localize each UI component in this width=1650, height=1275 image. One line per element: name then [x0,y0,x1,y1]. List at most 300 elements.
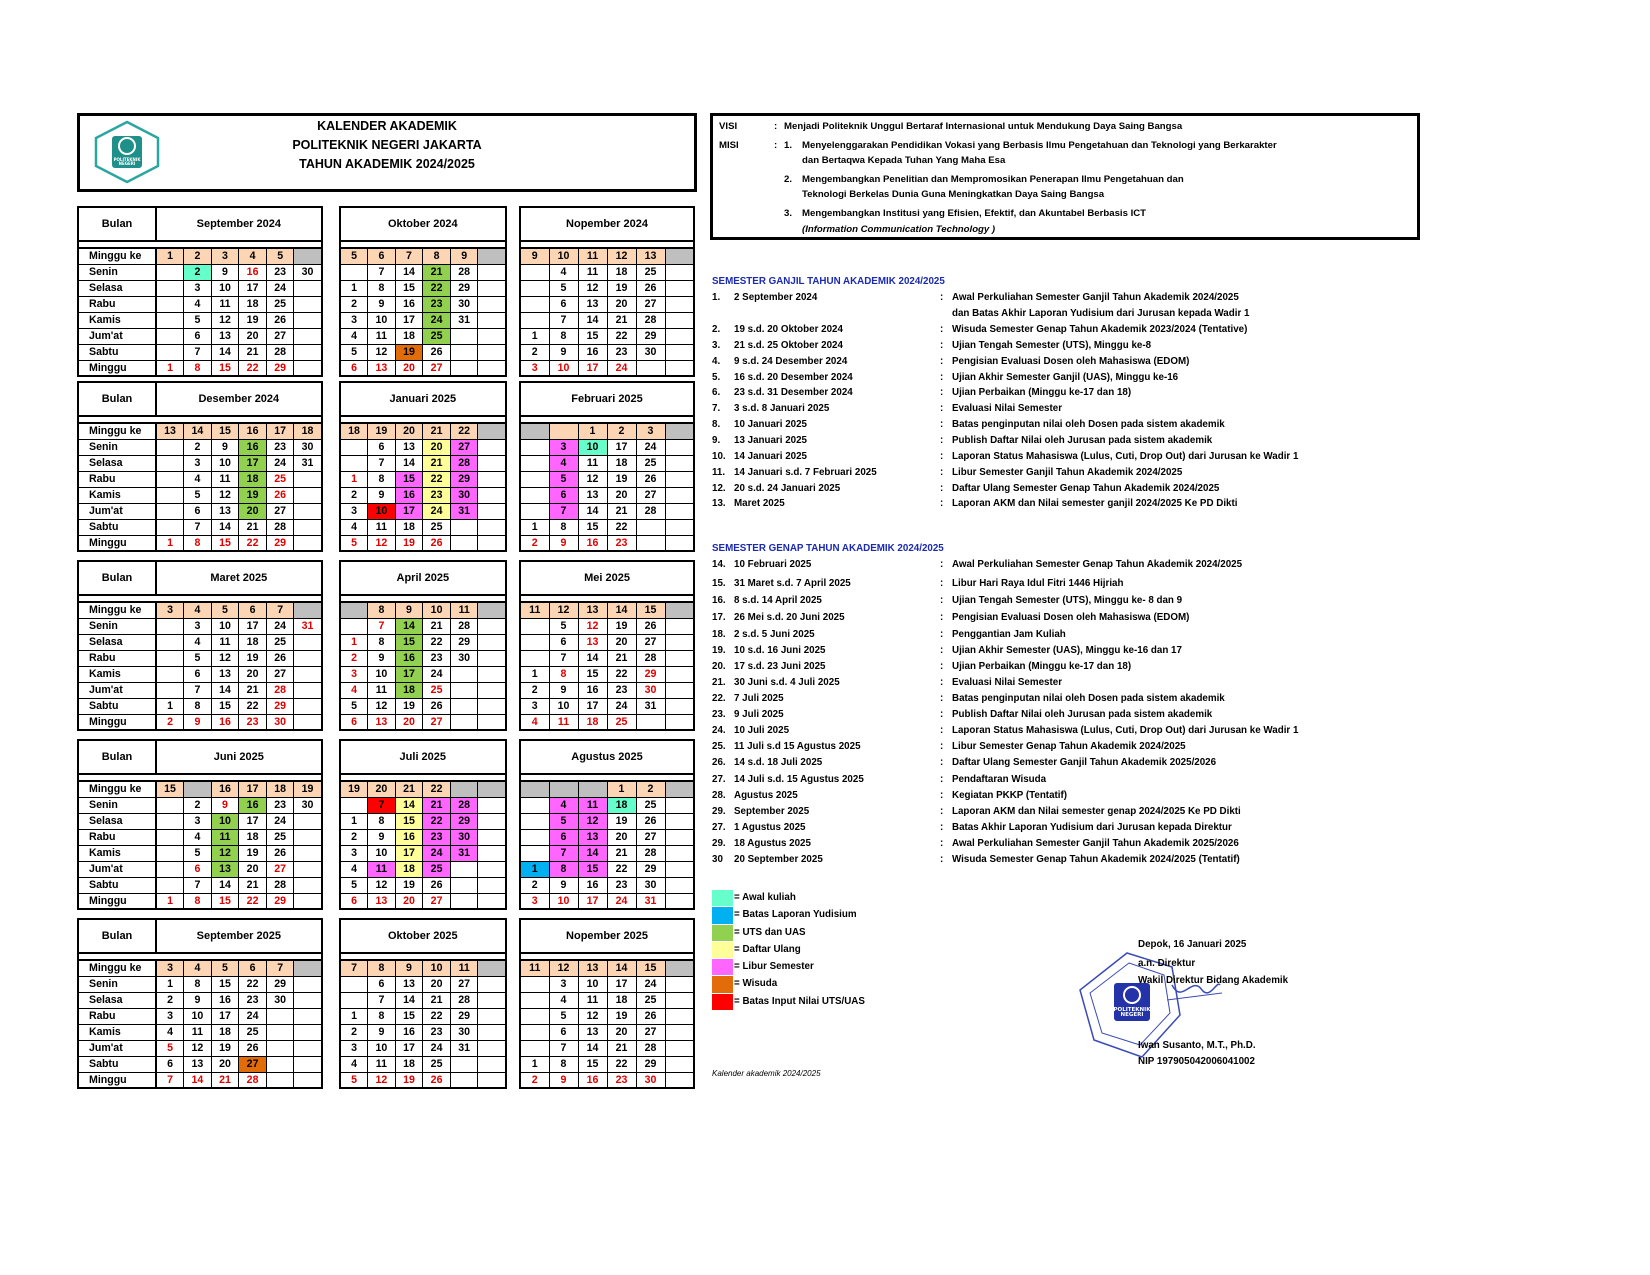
day-label: Rabu [78,296,156,312]
event-date: 14 s.d. 18 Juli 2025 [734,757,823,768]
date-cell: 13 [211,666,239,682]
legend-swatch [712,942,733,959]
date-cell: 3 [184,813,212,829]
event-date: 26 Mei s.d. 20 Juni 2025 [734,612,845,623]
date-cell: 26 [636,280,665,296]
event-text: Wisuda Semester Genap Tahun Akademik 2024/2025 (Tentatif) [952,854,1240,865]
date-cell [340,618,368,634]
month-name: Juli 2025 [340,740,506,774]
month-name: Nopember 2024 [520,207,694,241]
date-cell: 20 [395,893,423,909]
bulan-label: Bulan [78,919,156,953]
week-number: 13 [578,602,607,618]
date-cell: 26 [423,698,451,714]
date-cell [478,344,506,360]
legend-label: = Wisuda [734,978,778,990]
date-cell: 13 [368,360,396,376]
date-cell: 15 [395,1008,423,1024]
date-cell: 13 [578,829,607,845]
event-number: 12. [712,483,726,494]
month-table [519,206,695,377]
date-cell: 10 [368,666,396,682]
date-cell: 3 [520,360,549,376]
date-cell: 30 [450,296,478,312]
date-cell: 10 [211,455,239,471]
date-cell: 24 [607,893,636,909]
date-cell: 27 [450,976,478,992]
date-cell: 2 [520,535,549,551]
date-cell: 5 [184,487,212,503]
event-number: 18. [712,629,726,640]
date-cell [450,877,478,893]
date-cell: 1 [340,634,368,650]
date-cell [478,698,506,714]
date-cell [156,797,184,813]
date-cell [294,845,322,861]
date-cell [478,312,506,328]
date-cell [156,519,184,535]
date-cell: 31 [450,312,478,328]
event-number: 23. [712,709,726,720]
event-colon: : [940,292,944,303]
date-cell [478,1024,506,1040]
date-cell [478,1008,506,1024]
date-cell [478,535,506,551]
event-number: 3. [712,340,721,351]
date-cell: 11 [211,296,239,312]
date-cell [478,976,506,992]
date-cell: 10 [578,439,607,455]
date-cell: 29 [450,813,478,829]
week-number: 11 [450,602,478,618]
date-cell: 25 [423,682,451,698]
date-cell: 4 [340,682,368,698]
date-cell: 27 [423,714,451,730]
date-cell: 8 [184,698,212,714]
date-cell: 28 [636,650,665,666]
legend-label: = Awal kuliah [734,892,796,903]
date-cell [665,714,694,730]
event-colon: : [940,741,944,752]
date-cell: 13 [395,976,423,992]
misi-label: MISI [719,139,739,151]
date-cell: 19 [395,535,423,551]
date-cell [665,845,694,861]
date-cell: 6 [368,439,396,455]
date-cell: 4 [184,471,212,487]
date-cell [294,312,322,328]
date-cell: 29 [450,1008,478,1024]
event-colon: : [940,340,944,351]
date-cell: 26 [266,487,294,503]
date-cell: 8 [368,813,396,829]
date-cell: 7 [549,503,578,519]
date-cell: 11 [211,634,239,650]
legend-label: = UTS dan UAS [734,926,806,938]
date-cell: 10 [368,312,396,328]
date-cell: 20 [239,666,267,682]
date-cell: 29 [266,535,294,551]
event-text: Laporan Status Mahasiswa (Lulus, Cuti, Drop Out) dari Jurusan ke Wadir 1 [952,451,1299,462]
date-cell [665,296,694,312]
date-cell: 11 [368,1056,396,1072]
day-label: Sabtu [78,519,156,535]
date-cell: 10 [549,360,578,376]
date-cell: 30 [636,877,665,893]
date-cell: 14 [578,503,607,519]
date-cell [294,328,322,344]
date-cell: 8 [549,666,578,682]
date-cell: 23 [266,439,294,455]
month-name: September 2025 [156,919,322,953]
month-table [77,206,323,377]
date-cell: 8 [549,328,578,344]
date-cell: 5 [549,618,578,634]
date-cell: 4 [549,264,578,280]
date-cell: 19 [239,650,267,666]
date-cell [294,861,322,877]
date-cell: 23 [423,829,451,845]
date-cell: 20 [395,360,423,376]
week-number: 14 [184,423,212,439]
date-cell [294,1008,322,1024]
date-cell [156,328,184,344]
date-cell: 18 [395,861,423,877]
date-cell: 17 [578,698,607,714]
date-cell: 19 [395,877,423,893]
date-cell: 31 [294,618,322,634]
date-cell: 29 [266,360,294,376]
legend-swatch [712,994,733,1011]
date-cell: 12 [368,535,396,551]
date-cell [665,877,694,893]
date-cell: 8 [184,976,212,992]
week-number-empty [665,960,694,976]
sign-an: a.n. Direktur [1138,958,1196,969]
date-cell: 22 [239,698,267,714]
date-cell [665,666,694,682]
date-cell: 7 [368,797,396,813]
day-label: Kamis [78,845,156,861]
minggu-ke-label: Minggu ke [78,960,156,976]
date-cell: 11 [368,328,396,344]
date-cell [294,296,322,312]
date-cell: 22 [423,634,451,650]
date-cell: 23 [266,797,294,813]
date-cell: 5 [549,471,578,487]
week-number: 13 [578,960,607,976]
date-cell: 22 [607,328,636,344]
week-number: 11 [578,248,607,264]
event-date: 9 s.d. 24 Desember 2024 [734,356,848,367]
date-cell: 26 [423,344,451,360]
legend-swatch [712,925,733,942]
date-cell [294,503,322,519]
date-cell: 10 [549,698,578,714]
date-cell: 21 [607,1040,636,1056]
event-date: 20 s.d. 24 Januari 2025 [734,483,841,494]
date-cell: 9 [549,344,578,360]
legend-label: = Daftar Ulang [734,943,801,955]
date-cell: 26 [423,1072,451,1088]
misi-2-b: Teknologi Berkelas Dunia Guna Meningkatkan Daya Saing Bangsa [802,189,1105,201]
date-cell: 16 [239,797,267,813]
event-colon: : [940,419,944,430]
date-cell [478,360,506,376]
date-cell: 25 [266,829,294,845]
date-cell: 10 [578,976,607,992]
date-cell: 3 [549,976,578,992]
week-number: 3 [211,248,239,264]
date-cell: 7 [184,877,212,893]
date-cell: 8 [184,893,212,909]
day-label: Rabu [78,650,156,666]
date-cell: 15 [211,535,239,551]
week-number: 17 [266,423,294,439]
week-number: 6 [239,602,267,618]
date-cell: 1 [340,280,368,296]
date-cell: 6 [549,296,578,312]
date-cell: 2 [184,264,212,280]
date-cell: 15 [578,1056,607,1072]
date-cell: 6 [184,666,212,682]
logo-text-1: POLITEKNIK [113,157,141,162]
event-number: 1. [712,292,721,303]
week-number-empty [478,781,506,797]
date-cell: 16 [395,296,423,312]
event-colon: : [940,774,944,785]
date-cell [665,328,694,344]
date-cell: 19 [607,280,636,296]
date-cell: 3 [340,845,368,861]
legend-label: = Libur Semester [734,961,814,973]
day-label: Selasa [78,455,156,471]
date-cell: 12 [211,312,239,328]
week-number-empty [665,423,694,439]
date-cell: 6 [184,328,212,344]
event-number: 2. [712,324,721,335]
date-cell: 1 [156,976,184,992]
week-number: 9 [395,602,423,618]
date-cell [340,455,368,471]
date-cell: 19 [607,471,636,487]
day-label: Jum'at [78,861,156,877]
date-cell: 1 [340,1008,368,1024]
week-number: 11 [520,960,549,976]
week-number-empty [478,248,506,264]
date-cell: 30 [636,1072,665,1088]
date-cell: 5 [156,1040,184,1056]
month-table [77,381,323,552]
misi-3-num: 3. [784,207,793,219]
date-cell: 18 [578,714,607,730]
event-date: 9 Juli 2025 [734,709,784,720]
date-cell: 6 [340,360,368,376]
date-cell: 26 [266,650,294,666]
event-date: 3 s.d. 8 Januari 2025 [734,403,830,414]
date-cell: 31 [450,845,478,861]
date-cell: 2 [340,487,368,503]
date-cell: 14 [578,1040,607,1056]
date-cell [450,714,478,730]
week-number: 5 [266,248,294,264]
date-cell [665,634,694,650]
date-cell: 23 [607,1072,636,1088]
legend-swatch [712,890,733,907]
month-table [519,381,695,552]
day-label: Selasa [78,634,156,650]
date-cell [478,328,506,344]
date-cell: 10 [211,813,239,829]
date-cell [156,618,184,634]
week-number: 9 [395,960,423,976]
date-cell [294,714,322,730]
date-cell: 5 [340,698,368,714]
date-cell [450,360,478,376]
event-date: 10 Juli 2025 [734,725,790,736]
date-cell: 20 [423,976,451,992]
date-cell [478,845,506,861]
event-number: 20. [712,661,726,672]
date-cell: 11 [184,1024,212,1040]
event-number: 22. [712,693,726,704]
date-cell [156,487,184,503]
date-cell [478,471,506,487]
date-cell: 23 [607,682,636,698]
date-cell: 7 [549,312,578,328]
event-number: 15. [712,578,726,589]
date-cell: 5 [549,813,578,829]
title-line-3: TAHUN AKADEMIK 2024/2025 [299,157,475,171]
date-cell: 7 [549,845,578,861]
date-cell [450,666,478,682]
date-cell: 18 [239,829,267,845]
date-cell: 21 [239,877,267,893]
date-cell: 23 [423,296,451,312]
misi-2-a: Mengembangkan Penelitian dan Mempromosikan Penerapan Ilmu Pengetahuan dan [802,173,1184,185]
event-number: 11. [712,467,726,478]
misi-3-a: Mengembangkan Institusi yang Efisien, Efektif, dan Akuntabel Berbasis ICT [802,207,1147,219]
date-cell: 22 [239,360,267,376]
date-cell [340,976,368,992]
date-cell: 15 [578,861,607,877]
week-number: 19 [294,781,322,797]
date-cell: 2 [340,1024,368,1040]
date-cell: 15 [395,471,423,487]
date-cell: 4 [184,829,212,845]
date-cell: 4 [549,992,578,1008]
event-colon: : [940,559,944,570]
date-cell: 5 [340,344,368,360]
date-cell: 31 [636,698,665,714]
calendar-header [77,113,697,192]
week-number: 5 [211,960,239,976]
date-cell: 3 [520,893,549,909]
date-cell: 29 [636,666,665,682]
date-cell: 28 [450,618,478,634]
date-cell [294,829,322,845]
date-cell: 26 [636,813,665,829]
date-cell: 27 [636,296,665,312]
date-cell [665,344,694,360]
date-cell: 19 [607,618,636,634]
date-cell: 21 [607,312,636,328]
date-cell: 5 [340,1072,368,1088]
date-cell: 20 [607,829,636,845]
event-date: 2 s.d. 5 Juni 2025 [734,629,815,640]
title-line-1: KALENDER AKADEMIK [317,119,457,133]
date-cell: 9 [184,714,212,730]
date-cell: 27 [423,360,451,376]
day-label: Sabtu [78,344,156,360]
date-cell: 17 [239,455,267,471]
date-cell: 24 [636,439,665,455]
date-cell [520,992,549,1008]
date-cell [156,861,184,877]
date-cell: 18 [607,264,636,280]
date-cell: 15 [211,698,239,714]
day-label: Kamis [78,487,156,503]
event-date: 10 Februari 2025 [734,559,812,570]
date-cell: 25 [636,455,665,471]
date-cell [665,360,694,376]
event-number: 27. [712,774,726,785]
date-cell: 29 [636,1056,665,1072]
date-cell [665,650,694,666]
date-cell [520,1040,549,1056]
date-cell [665,455,694,471]
day-label: Sabtu [78,877,156,893]
date-cell: 28 [450,797,478,813]
date-cell [520,1008,549,1024]
date-cell: 1 [156,893,184,909]
date-cell [665,1008,694,1024]
date-cell: 7 [549,650,578,666]
date-cell [665,797,694,813]
date-cell: 8 [549,519,578,535]
date-cell: 15 [211,893,239,909]
date-cell: 6 [340,714,368,730]
week-number: 1 [578,423,607,439]
date-cell: 11 [368,519,396,535]
date-cell: 28 [266,877,294,893]
date-cell: 21 [423,618,451,634]
event-text: Batas Akhir Laporan Yudisium dari Jurusan kepada Direktur [952,822,1232,833]
date-cell: 11 [578,797,607,813]
day-label: Kamis [78,1024,156,1040]
date-cell [478,650,506,666]
date-cell: 22 [423,280,451,296]
date-cell: 9 [184,992,212,1008]
date-cell: 29 [266,698,294,714]
week-number: 21 [395,781,423,797]
date-cell: 25 [266,296,294,312]
date-cell: 30 [294,439,322,455]
date-cell: 18 [239,471,267,487]
month-table [339,739,507,910]
date-cell [478,714,506,730]
date-cell [478,439,506,455]
date-cell: 18 [239,634,267,650]
date-cell: 20 [239,328,267,344]
date-cell: 12 [368,698,396,714]
date-cell [665,280,694,296]
date-cell: 28 [266,344,294,360]
date-cell: 10 [184,1008,212,1024]
week-number: 12 [549,602,578,618]
date-cell [520,976,549,992]
week-number: 3 [636,423,665,439]
